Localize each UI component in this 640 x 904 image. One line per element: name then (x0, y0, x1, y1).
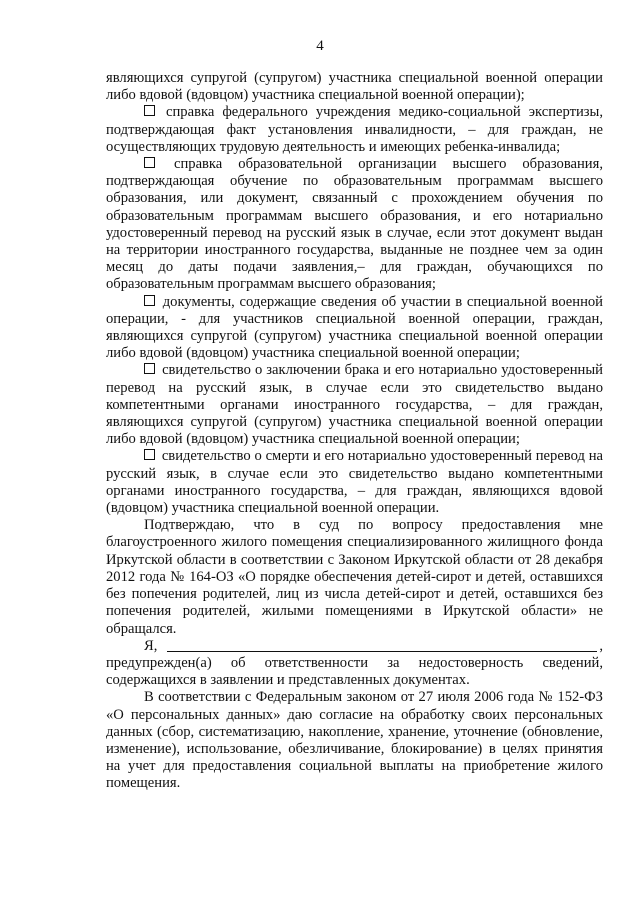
item-text: свидетельство о смерти и его нотариально удостоверенный перевод на русский язык, в случае если это свидетельство выдано компетентными органами иностранного государства, – для граждан, являющихся вдовой (вдовцом) участника специальной военной операции. (106, 448, 603, 517)
liability-paragraph: предупрежден(а) об ответственности за недостоверность сведений, содержащихся в заявлении и представленных документах. (106, 654, 603, 689)
document-body (106, 70, 603, 793)
checkbox-icon[interactable] (144, 295, 155, 306)
item-education-certificate (106, 156, 603, 294)
checkbox-icon[interactable] (144, 105, 155, 116)
item-mse-certificate (106, 104, 603, 156)
signature-suffix: , (599, 637, 603, 654)
name-input-line[interactable] (167, 639, 597, 652)
checkbox-icon[interactable] (144, 449, 155, 460)
signature-prefix: Я, (144, 637, 158, 654)
item-text: свидетельство о заключении брака и его нотариально удостоверенный перевод на русский язык, в случае если это свидетельство выдано компетентными органами иностранного государства, – для граждан, являющихся супругой (супругом) участника специальной военной операции либо вдовой (вдовцом) участника специальной военной операции; (106, 362, 603, 448)
item-death-certificate (106, 448, 603, 517)
item-marriage-certificate (106, 362, 603, 448)
item-text: справка федерального учреждения медико-социальной экспертизы, подтверждающая факт установления инвалидности, – для граждан, не осуществляющих трудовую деятельность и имеющих ребенка-инвалида; (106, 104, 603, 155)
item-svo-documents (106, 294, 603, 363)
signature-line-row (144, 638, 603, 655)
page-number: 4 (316, 38, 324, 54)
paragraph-continuation: являющихся супругой (супругом) участника специальной военной операции либо вдовой (вдовцом) участника специальной военной операции); (106, 70, 603, 104)
checkbox-icon[interactable] (144, 157, 155, 168)
item-text: справка образовательной организации высшего образования, подтверждающая обучение по образовательным программам высшего образования, или документ, связанный с прохождением обучения по образовательным программам высшего образования, и его нотариально удостоверенный перевод на русский язык в случае, если этот документ выдан на территории иностранного государства, выданные не позднее чем за один месяц до даты подачи заявления,– для граждан, обучающихся по образовательным программам высшего образования; (106, 156, 603, 293)
consent-paragraph: В соответствии с Федеральным законом от 27 июля 2006 года № 152-ФЗ «О персональных данных» даю согласие на обработку своих персональных данных (сбор, систематизацию, накопление, хранение, уточнение (обновление, изменение), использование, обезличивание, блокирование) в целях принятия на учет для предоставления социальной выплаты на приобретение жилого помещения. (106, 689, 603, 792)
item-text: документы, содержащие сведения об участии в специальной военной операции, - для участников специальной военной операции, граждан, являющихся супругой (супругом) участника специальной военной операции либо вдовой (вдовцом) участника специальной военной операции; (106, 293, 603, 362)
confirmation-paragraph: Подтверждаю, что в суд по вопросу предоставления мне благоустроенного жилого помещения специализированного жилищного фонда Иркутской области в соответствии с Законом Иркутской области от 28 декабря 2012 года № 164-ОЗ «О порядке обеспечения детей-сирот и детей, оставшихся без попечения родителей, лиц из числа детей-сирот и детей, оставшихся без попечения родителей, жилыми помещениями в Иркутской области» не обращался. (106, 517, 603, 637)
checkbox-icon[interactable] (144, 363, 155, 374)
